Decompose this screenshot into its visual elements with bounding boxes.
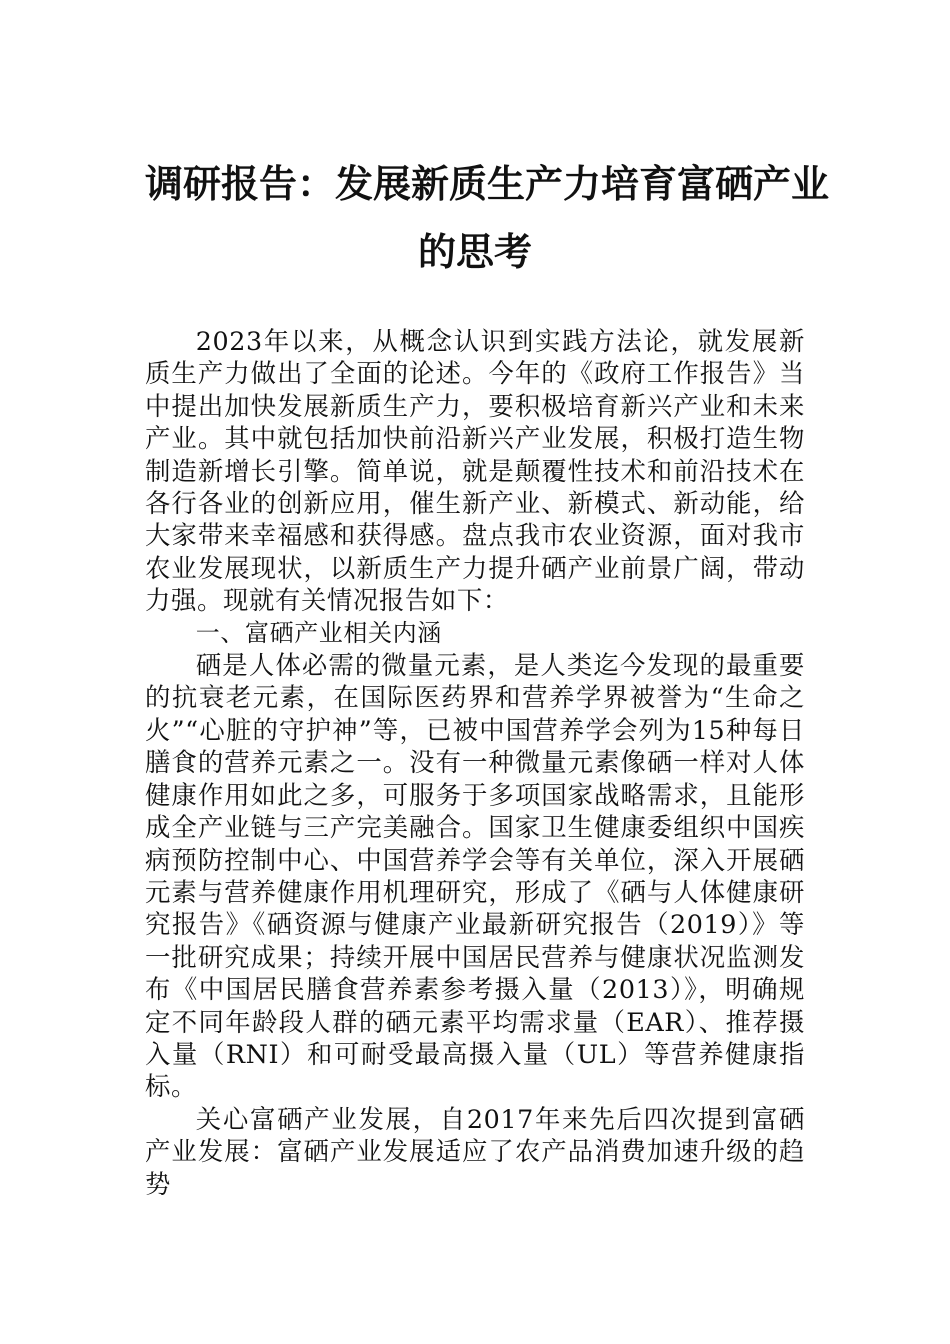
industry-paragraph: 关心富硒产业发展，自2017年来先后四次提到富硒产业发展：富硒产业发展适应了农产品消费加速升级的趋势: [145, 1103, 805, 1199]
title-line-2: 的思考: [417, 229, 532, 274]
intro-paragraph: 2023年以来，从概念认识到实践方法论，就发展新质生产力做出了全面的论述。今年的《政府工作报告》当中提出加快发展新质生产力，要积极培育新兴产业和未来产业。其中就包括加快前沿新兴产业发展，积极打造生物制造新增长引擎。简单说，就是颠覆性技术和前沿技术在各行各业的创新应用，催生新产业、新模式、新动能，给大家带来幸福感和获得感。盘点我市农业资源，面对我市农业发展现状，以新质生产力提升硒产业前景广阔，带动力强。现就有关情况报告如下：: [145, 326, 805, 616]
document-title: [145, 150, 830, 286]
section-heading: 一、富硒产业相关内涵: [195, 618, 442, 647]
selenium-paragraph: 硒是人体必需的微量元素，是人类迄今发现的最重要的抗衰老元素，在国际医药界和营养学界被誉为“生命之火”“心脏的守护神”等，已被中国营养学会列为15种每日膳食的营养元素之一。没有一种微量元素像硒一样对人体健康作用如此之多，可服务于多项国家战略需求，且能形成全产业链与三产完美融合。国家卫生健康委组织中国疾病预防控制中心、中国营养学会等有关单位，深入开展硒元素与营养健康作用机理研究，形成了《硒与人体健康研究报告》《硒资源与健康产业最新研究报告（2019）》等一批研究成果；持续开展中国居民营养与健康状况监测发布《中国居民膳食营养素参考摄入量（2013）》，明确规定不同年龄段人群的硒元素平均需求量（EAR）、推荐摄入量（RNI）和可耐受最高摄入量（UL）等营养健康指标。: [145, 650, 805, 1102]
title-line-1: 调研报告：发展新质生产力培育富硒产业: [145, 161, 830, 206]
document-body: [145, 325, 805, 1200]
